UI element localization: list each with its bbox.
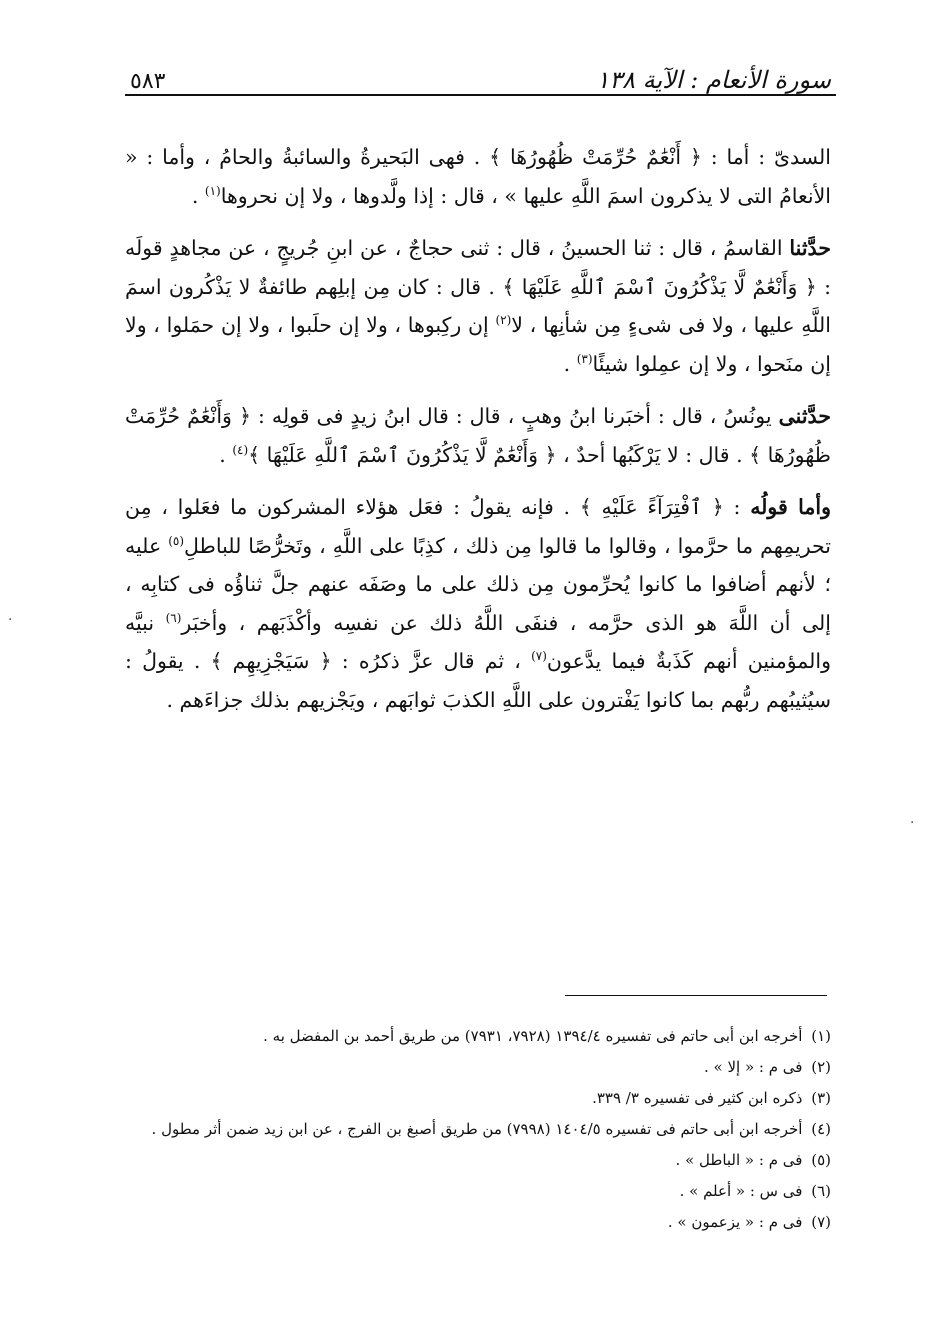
- paragraph-lead: وأما قولُه: [750, 495, 831, 519]
- page-number: ٥٨٣: [130, 69, 166, 94]
- header-rule: [125, 94, 836, 96]
- paragraph: [125, 397, 831, 474]
- footnote-number: (٧): [811, 1213, 831, 1231]
- paragraph-text: نبيَّه والمؤمنين أنهم كَذَبةٌ فيما يدَّعون: [125, 610, 831, 673]
- footnote-text: فى م : « يزعمون » .: [667, 1213, 803, 1231]
- scan-speck: ·: [8, 612, 13, 628]
- paragraph-text: إن ركِبوها ، ولا إن حلَبوا ، ولا إن حمَلوا ، ولا إن منَحوا ، ولا إن عمِلوا شيئًا: [125, 313, 831, 376]
- footnote-number: (٦): [811, 1182, 831, 1200]
- footnote-ref: (٣): [576, 351, 593, 366]
- footnote-text: أخرجه ابن أبى حاتم فى تفسيره ١٣٩٤/٤ (٧٩٢٨، ٧٩٣١) من طريق أحمد بن المفضل به .: [263, 1027, 803, 1045]
- paragraph: [125, 138, 831, 215]
- footnote-ref: (٥): [168, 533, 185, 548]
- footnote-number: (٤): [811, 1120, 831, 1138]
- main-text: [125, 138, 831, 733]
- footnote-rule: [565, 995, 827, 996]
- footnote-ref: (٤): [232, 442, 249, 457]
- page-header: [130, 44, 831, 94]
- footnote: [125, 1115, 831, 1144]
- paragraph: [125, 229, 831, 383]
- footnote-text: فى م : « الباطل » .: [675, 1151, 803, 1169]
- footnote-text: فى م : « إلا » .: [703, 1058, 803, 1076]
- footnote: [125, 1053, 831, 1082]
- footnote: [125, 1022, 831, 1051]
- paragraph-text: السدىّ : أما : ﴿ أَنْعَٰمٌ حُرِّمَتْ ظُهُورُهَا ﴾ . فهى البَحيرةُ والسائبةُ والحامُ ، وأما : « الأنعامُ التى لا يذكرون اسمَ اللَّهِ عليها » ، قال : إذا ولَّدوها ، ولا إن نحروها: [125, 145, 831, 208]
- footnote: [125, 1208, 831, 1237]
- footnote-text: ذكره ابن كثير فى تفسيره ٣/ ٣٣٩.: [592, 1089, 803, 1107]
- paragraph: [125, 488, 831, 719]
- footnote-ref: (٧): [531, 649, 547, 664]
- footnote-number: (٣): [811, 1089, 831, 1107]
- paragraph-text: .: [219, 442, 233, 467]
- paragraph-text: : ﴿ ٱفْتِرَآءً عَلَيْهِ ﴾ . فإنه يقولُ : فعَل هؤلاء المشركون ما فعَلوا ، مِن تحريمِهم ما حرَّموا ، وقالوا ما قالوا مِن ذلك ، كذِبًا على اللَّهِ ، وتَخرُّصًا للباطلِ: [125, 495, 831, 558]
- paragraph-text: .: [563, 351, 577, 376]
- paragraph-text: .: [191, 183, 205, 208]
- paragraph-text: يونُسُ ، قال : أخبَرنا ابنُ وهبٍ ، قال : قال ابنُ زيدٍ فى قولِه : ﴿ وَأَنْعَٰمٌ حُرِّمَتْ ظُهُورُهَا ﴾ . قال : لا يَرْكَبُها أحدٌ ، ﴿ وَأَنْعَٰمٌ لَّا يَذْكُرُونَ ٱسْمَ ٱللَّهِ عَلَيْهَا ﴾: [125, 404, 831, 467]
- footnote-number: (٥): [811, 1151, 831, 1169]
- footnote: [125, 1146, 831, 1175]
- footnote-text: فى س : « أعلم » .: [679, 1182, 803, 1200]
- paragraph-lead: حدَّثنى: [778, 404, 831, 428]
- footnote: [125, 1084, 831, 1113]
- footnote-ref: (١): [204, 183, 221, 198]
- paragraph-lead: حدَّثنا: [789, 236, 831, 260]
- footnote-number: (٢): [811, 1058, 831, 1076]
- paragraph-text: عليه ؛ لأنهم أضافوا ما كانوا يُحرِّمون مِن ذلك على ما وصَفَه عنهم جلَّ ثناؤُه فى كتابِه ، إلى أن اللَّهَ هو الذى حرَّمه ، فنفَى اللَّهُ ذلك عن نفسِه وأكْذَبَهم ، وأخبَر: [125, 533, 831, 635]
- scan-speck: ·: [910, 815, 915, 831]
- footnote-number: (١): [811, 1027, 831, 1045]
- footnote: [125, 1177, 831, 1206]
- footnote-text: أخرجه ابن أبى حاتم فى تفسيره ١٤٠٤/٥ (٧٩٩٨) من طريق أصبغ بن الفرج ، عن ابن زيد ضمن أثر مطول .: [151, 1120, 803, 1138]
- paragraph-text: القاسمُ ، قال : ثنا الحسينُ ، قال : ثنى حجاجٌ ، عن ابنِ جُريجٍ ، عن مجاهدٍ قولَه : ﴿ وَأَنْعَٰمٌ لَّا يَذْكُرُونَ ٱسْمَ ٱللَّهِ عَلَيْهَا ﴾ . قال : كان مِن إبلِهم طائفةٌ لا يَذْكُرون اسمَ اللَّهِ عليها ، ولا فى شىءٍ مِن شأنِها ، لا: [125, 236, 832, 337]
- footnote-ref: (٦): [165, 610, 182, 625]
- paragraph-text: ، ثم قال عزَّ ذكرُه : ﴿ سَيَجْزِيهِم ﴾ . يقولُ : سيُثيبُهم ربُّهم بما كانوا يَفْترون على اللَّهِ الكذبَ ثوابَهم ، ويَجْزيهم بذلك جزاءَهم .: [125, 649, 831, 712]
- running-title: سورة الأنعام : الآية ١٣٨: [596, 66, 831, 94]
- footnote-ref: (٢): [495, 313, 512, 328]
- footnotes: [125, 1022, 831, 1239]
